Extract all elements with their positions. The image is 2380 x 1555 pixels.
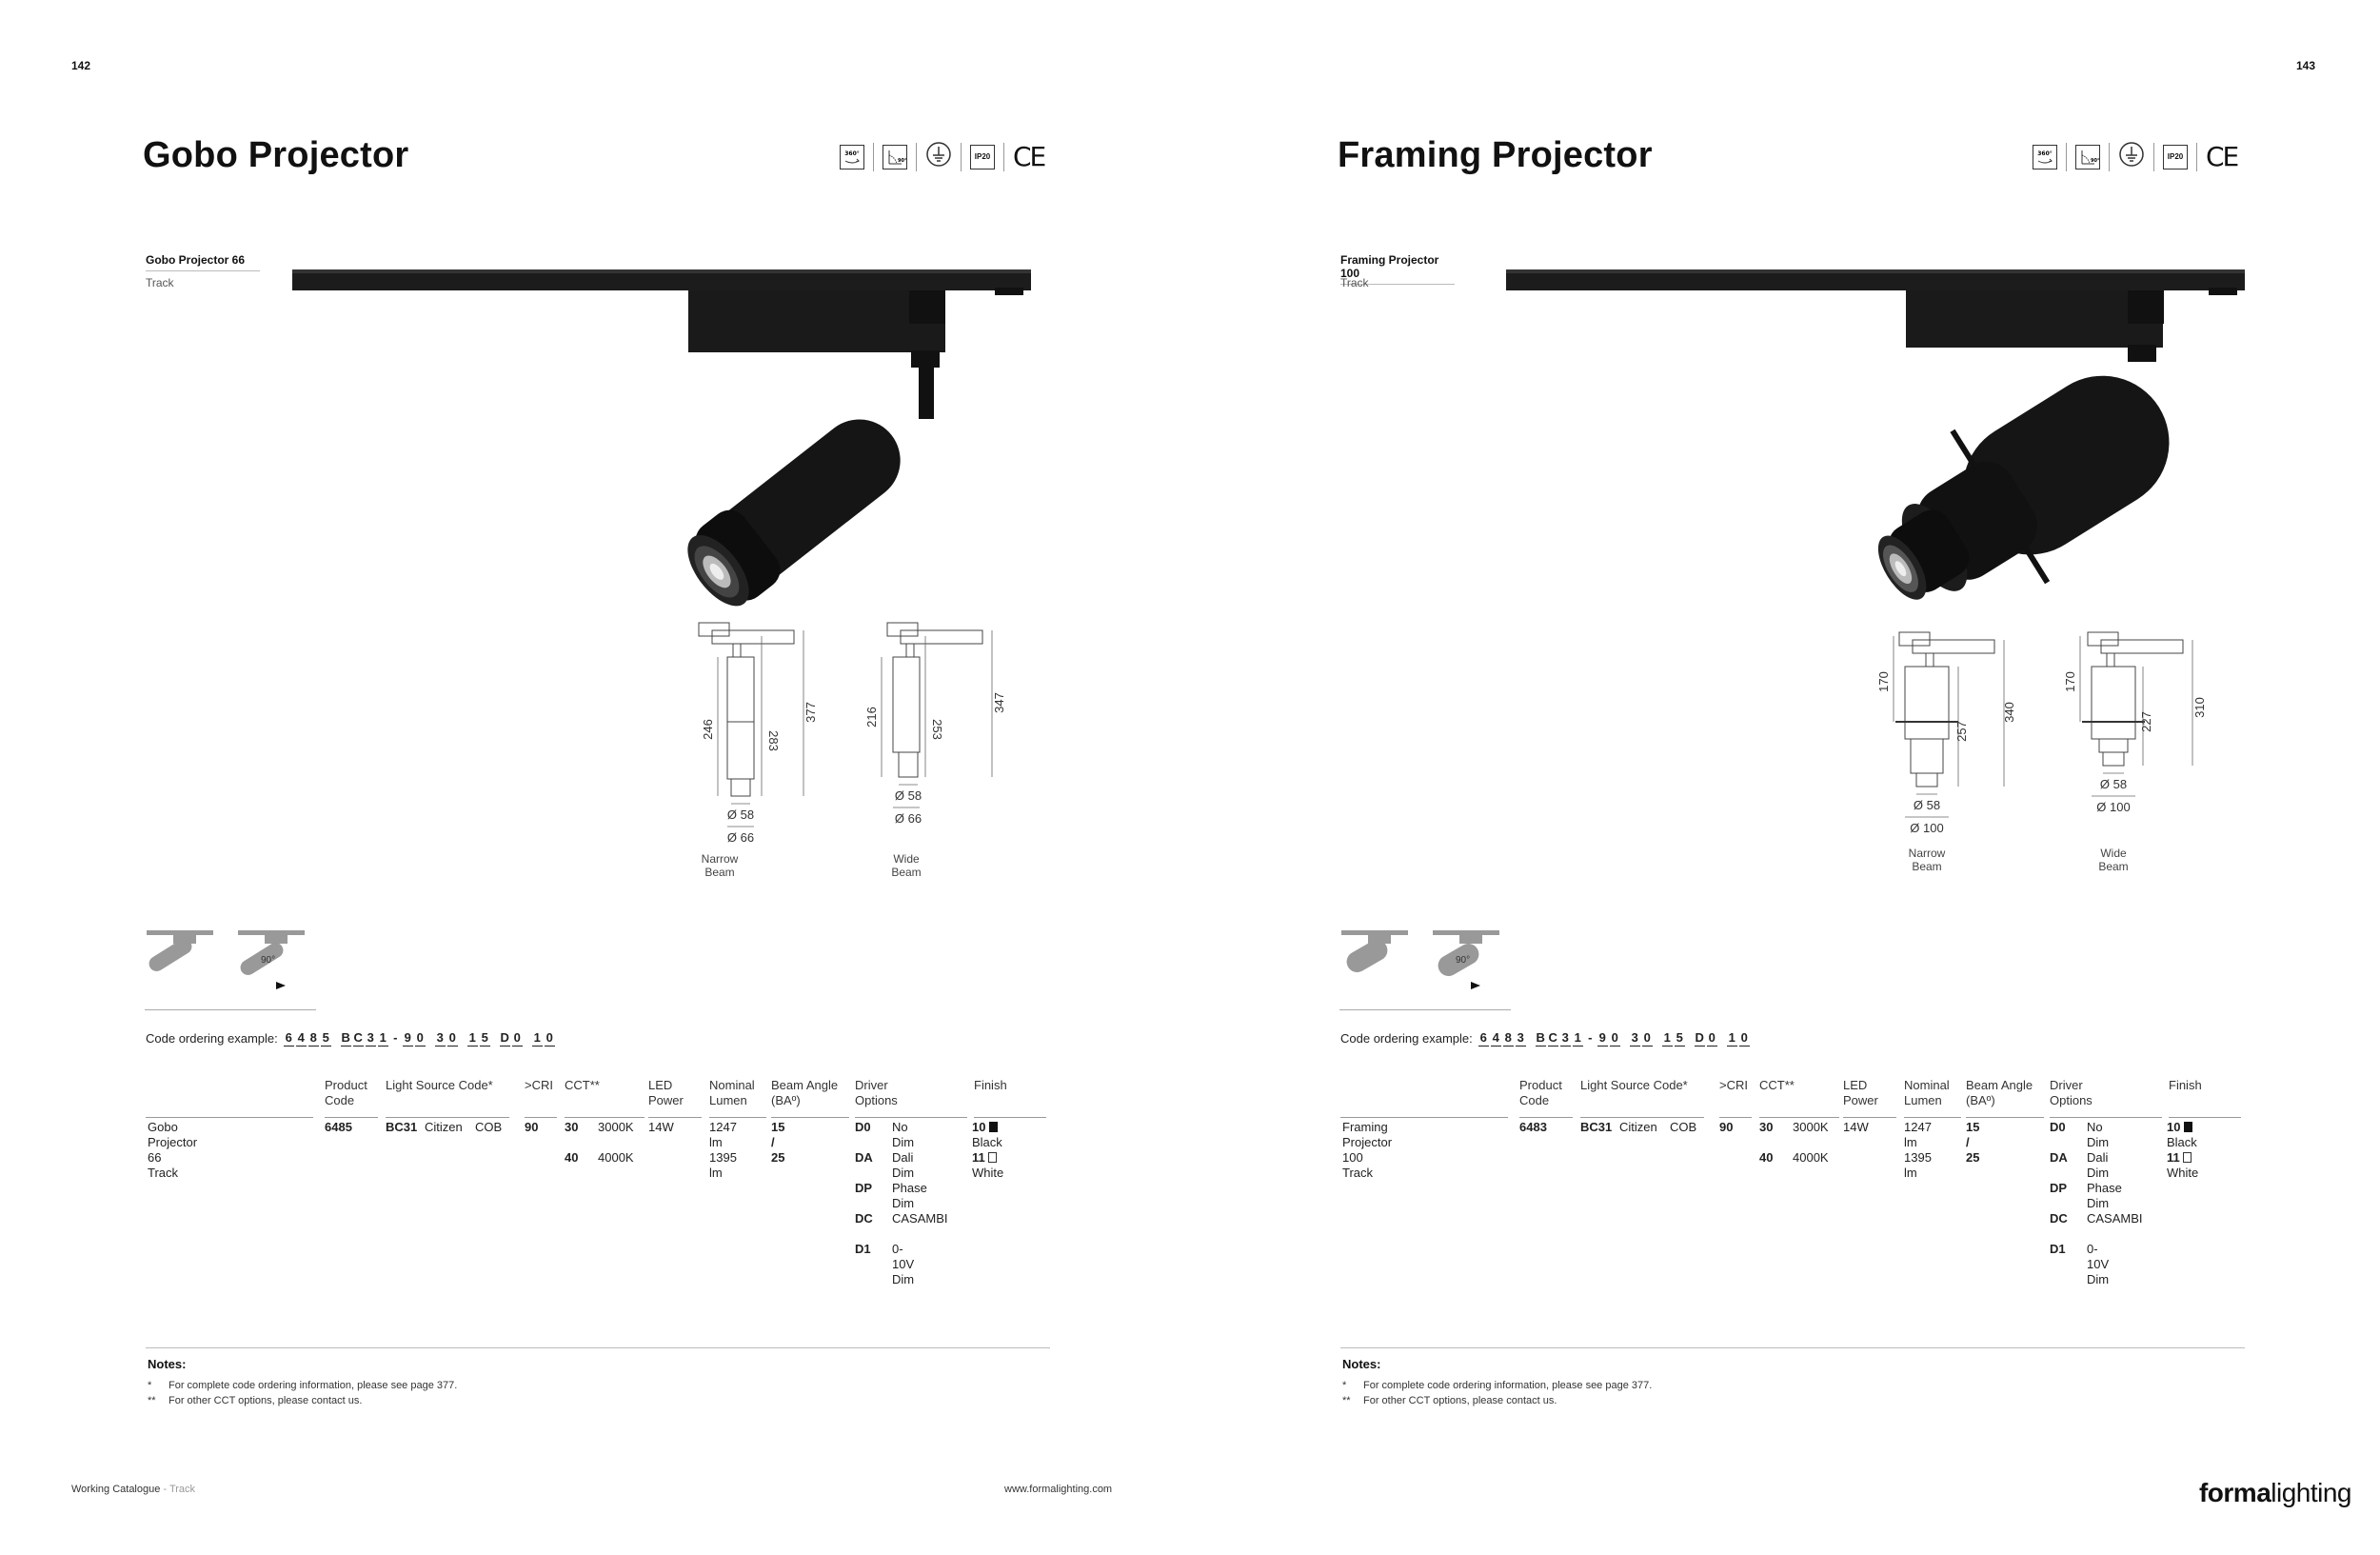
- row-ls-code: BC31: [386, 1120, 418, 1134]
- note-mark: *: [1342, 1380, 1347, 1391]
- svg-text:90°: 90°: [261, 955, 276, 966]
- header-product-code: Product Code: [325, 1078, 378, 1118]
- product-category: Track: [146, 276, 174, 289]
- ce-mark-icon: CE: [2206, 141, 2238, 172]
- dimension-drawings: [1871, 617, 2251, 903]
- driver-code: DC: [855, 1211, 873, 1226]
- svg-text:Beam: Beam: [704, 866, 735, 879]
- svg-text:Ø 66: Ø 66: [894, 811, 922, 826]
- code-ordering-label: Code ordering example:: [1340, 1031, 1473, 1046]
- product-name: Framing Projector 100: [1340, 253, 1455, 285]
- svg-text:Ø 58: Ø 58: [894, 788, 922, 803]
- svg-text:360°: 360°: [844, 150, 860, 157]
- driver-name: Phase Dim: [2087, 1181, 2122, 1210]
- note-text: For other CCT options, please contact us.: [1363, 1395, 1557, 1406]
- driver-code: D1: [855, 1242, 871, 1256]
- white-swatch-icon: [988, 1152, 997, 1163]
- svg-text:90°: 90°: [2091, 157, 2100, 164]
- wide-beam-drawing: [2063, 632, 2207, 873]
- svg-text:Beam: Beam: [1912, 860, 1942, 873]
- svg-text:246: 246: [701, 719, 715, 740]
- footer-website-link[interactable]: www.formalighting.com: [1004, 1484, 1113, 1495]
- driver-name: 0-10V Dim: [2087, 1242, 2110, 1286]
- driver-code: DC: [2050, 1211, 2068, 1226]
- row-cct-value: 3000K: [598, 1120, 634, 1134]
- row-ls-brand: Citizen: [425, 1120, 463, 1134]
- svg-text:253: 253: [930, 719, 944, 740]
- forma-lighting-logo: formalighting: [2198, 1478, 2351, 1507]
- driver-name: Dali Dim: [2087, 1150, 2110, 1180]
- header-product: [1340, 1078, 1508, 1118]
- certification-icons: [2033, 141, 2237, 172]
- driver-code: DP: [2050, 1181, 2068, 1195]
- row-lumen: 1247 lm: [709, 1120, 737, 1149]
- header-finish: Finish: [2169, 1078, 2241, 1118]
- svg-text:257: 257: [1954, 721, 1969, 742]
- svg-text:Ø 58: Ø 58: [1913, 798, 1941, 812]
- driver-name: No Dim: [892, 1120, 915, 1149]
- code-ordering-characters: 6 4 8 5 B C 3 1 - 9 0 3 0 1 5 D 0 1 0: [285, 1030, 553, 1045]
- header-product-code: Product Code: [1519, 1078, 1573, 1118]
- rotation-360-icon: [840, 145, 864, 169]
- certification-icons: [840, 141, 1044, 172]
- header-led-power: LED Power: [1843, 1078, 1896, 1118]
- driver-name: Dali Dim: [892, 1150, 915, 1180]
- earth-ground-icon: [2118, 141, 2145, 172]
- row-cct-value: 4000K: [1793, 1150, 1829, 1165]
- svg-text:Narrow: Narrow: [1908, 847, 1946, 860]
- ip20-icon: IP20: [970, 145, 995, 169]
- narrow-beam-drawing: [1876, 632, 2016, 873]
- black-swatch-icon: [989, 1122, 998, 1132]
- row-cct-value: 3000K: [1793, 1120, 1829, 1134]
- page-number: 143: [2296, 59, 2316, 72]
- page-title: Framing Projector: [1338, 135, 1653, 175]
- row-cri: 90: [525, 1120, 539, 1134]
- driver-code: DA: [2050, 1150, 2068, 1165]
- code-ordering-label: Code ordering example:: [146, 1031, 278, 1046]
- driver-name: Phase Dim: [892, 1181, 927, 1210]
- svg-text:216: 216: [864, 707, 879, 728]
- header-cct: CCT**: [1759, 1078, 1839, 1118]
- tilt-90-icon: [2075, 145, 2100, 169]
- code-ordering-example: [146, 1030, 557, 1047]
- note-mark: **: [148, 1395, 156, 1406]
- header-product: [146, 1078, 313, 1118]
- row-lumen: 1395 lm: [709, 1150, 737, 1180]
- page-number: 142: [71, 59, 91, 72]
- note-mark: **: [1342, 1395, 1351, 1406]
- product-photo: [290, 267, 1033, 619]
- svg-text:340: 340: [2002, 702, 2016, 723]
- rotation-thumbnails: [1339, 928, 1511, 1010]
- header-cri: >CRI: [525, 1078, 557, 1118]
- row-product-code: 6483: [1519, 1120, 1547, 1134]
- row-ls-brand: Citizen: [1619, 1120, 1657, 1134]
- svg-text:90°: 90°: [898, 157, 907, 164]
- driver-name: 0-10V Dim: [892, 1242, 915, 1286]
- driver-name: No Dim: [2087, 1120, 2110, 1149]
- svg-text:Ø 58: Ø 58: [726, 807, 755, 822]
- svg-text:Ø 66: Ø 66: [726, 830, 755, 845]
- header-beam-angle: Beam Angle (BAº): [1966, 1078, 2044, 1118]
- driver-code: DP: [855, 1181, 873, 1195]
- finish-white: 11 White: [972, 1150, 1004, 1180]
- wide-beam-drawing: [864, 623, 1006, 879]
- notes-title: Notes:: [1342, 1357, 1381, 1371]
- notes-divider: [1340, 1347, 2245, 1348]
- svg-text:Wide: Wide: [2100, 847, 2127, 860]
- header-nominal-lumen: Nominal Lumen: [1904, 1078, 1961, 1118]
- row-lumen: 1395 lm: [1904, 1150, 1932, 1180]
- svg-text:377: 377: [803, 702, 818, 723]
- note-text: For complete code ordering information, please see page 377.: [1363, 1380, 1653, 1391]
- header-led-power: LED Power: [648, 1078, 702, 1118]
- finish-black: 10 Black: [972, 1120, 1002, 1149]
- header-driver-options: Driver Options: [2050, 1078, 2162, 1118]
- row-beam-angle: 15 / 25: [1966, 1120, 1980, 1165]
- svg-text:Beam: Beam: [2098, 860, 2129, 873]
- svg-text:Ø 58: Ø 58: [2099, 777, 2128, 791]
- header-driver-options: Driver Options: [855, 1078, 967, 1118]
- product-category: Track: [1340, 276, 1369, 289]
- row-cct-code: 30: [565, 1120, 579, 1134]
- code-ordering-characters: 6 4 8 3 B C 3 1 - 9 0 3 0 1 5 D 0 1 0: [1479, 1030, 1748, 1045]
- driver-code: D0: [855, 1120, 871, 1134]
- note-text: For other CCT options, please contact us.: [169, 1395, 363, 1406]
- driver-code: DA: [855, 1150, 873, 1165]
- product-name: Gobo Projector 66: [146, 253, 260, 271]
- header-finish: Finish: [974, 1078, 1046, 1118]
- svg-text:347: 347: [992, 692, 1006, 713]
- svg-text:Narrow: Narrow: [701, 852, 739, 866]
- row-product-name: Gobo Projector 66 Track: [148, 1120, 198, 1180]
- row-led-power: 14W: [648, 1120, 674, 1134]
- svg-text:Ø 100: Ø 100: [1910, 821, 1944, 835]
- svg-text:Wide: Wide: [893, 852, 920, 866]
- dimension-drawings: [666, 617, 1047, 903]
- ip20-icon: IP20: [2163, 145, 2188, 169]
- notes-divider: [146, 1347, 1050, 1348]
- driver-name: CASAMBI: [892, 1211, 948, 1226]
- svg-text:360°: 360°: [2037, 150, 2053, 157]
- finish-black: 10 Black: [2167, 1120, 2197, 1149]
- row-cct-value: 4000K: [598, 1150, 634, 1165]
- row-led-power: 14W: [1843, 1120, 1869, 1134]
- svg-text:310: 310: [2192, 697, 2207, 718]
- code-ordering-example: [1340, 1030, 1752, 1047]
- svg-text:170: 170: [1876, 671, 1891, 692]
- svg-text:283: 283: [766, 730, 781, 751]
- svg-text:Ø 100: Ø 100: [2096, 800, 2131, 814]
- finish-white: 11 White: [2167, 1150, 2199, 1180]
- row-ls-code: BC31: [1580, 1120, 1613, 1134]
- rotation-thumbnails: [145, 928, 316, 1010]
- black-swatch-icon: [2184, 1122, 2192, 1132]
- row-cct-code: 40: [1759, 1150, 1774, 1165]
- row-beam-angle: 15 / 25: [771, 1120, 785, 1165]
- header-light-source: Light Source Code*: [386, 1078, 509, 1118]
- row-cct-code: 40: [565, 1150, 579, 1165]
- rotation-360-icon: [2033, 145, 2057, 169]
- page-right: [1190, 0, 2380, 1555]
- row-cri: 90: [1719, 1120, 1734, 1134]
- svg-text:Beam: Beam: [891, 866, 922, 879]
- row-cct-code: 30: [1759, 1120, 1774, 1134]
- tilt-90-icon: [883, 145, 907, 169]
- ce-mark-icon: CE: [1013, 141, 1045, 172]
- product-photo: [1504, 267, 2247, 619]
- svg-text:227: 227: [2139, 711, 2153, 732]
- svg-text:90°: 90°: [1456, 955, 1471, 966]
- driver-code: D0: [2050, 1120, 2066, 1134]
- header-cri: >CRI: [1719, 1078, 1752, 1118]
- footer-catalogue: Working Catalogue - Track: [71, 1484, 196, 1495]
- white-swatch-icon: [2183, 1152, 2192, 1163]
- row-lumen: 1247 lm: [1904, 1120, 1932, 1149]
- narrow-beam-drawing: [699, 623, 818, 879]
- row-ls-type: COB: [1670, 1120, 1697, 1134]
- row-product-code: 6485: [325, 1120, 352, 1134]
- driver-name: CASAMBI: [2087, 1211, 2143, 1226]
- note-mark: *: [148, 1380, 152, 1391]
- header-cct: CCT**: [565, 1078, 645, 1118]
- header-light-source: Light Source Code*: [1580, 1078, 1704, 1118]
- row-ls-type: COB: [475, 1120, 503, 1134]
- notes-title: Notes:: [148, 1357, 187, 1371]
- page-title: Gobo Projector: [143, 135, 409, 175]
- row-product-name: Framing Projector 100 Track: [1342, 1120, 1393, 1180]
- note-text: For complete code ordering information, please see page 377.: [169, 1380, 458, 1391]
- earth-ground-icon: [925, 141, 952, 172]
- svg-text:170: 170: [2063, 671, 2077, 692]
- driver-code: D1: [2050, 1242, 2066, 1256]
- header-nominal-lumen: Nominal Lumen: [709, 1078, 766, 1118]
- header-beam-angle: Beam Angle (BAº): [771, 1078, 849, 1118]
